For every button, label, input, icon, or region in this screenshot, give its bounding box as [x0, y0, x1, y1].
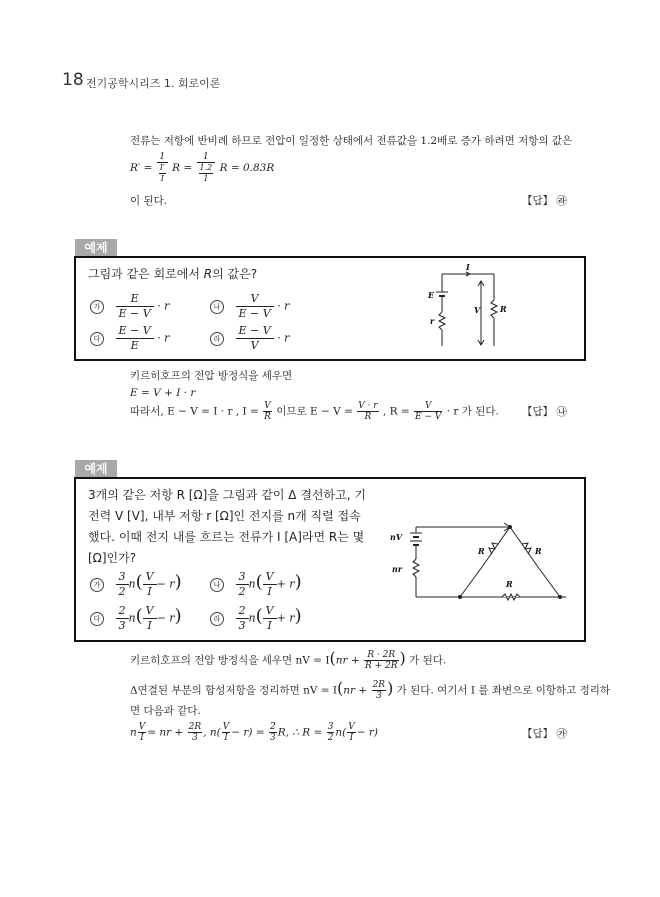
- frac-den: 2: [238, 585, 246, 598]
- fraction: [116, 292, 154, 321]
- choice-body: n: [128, 611, 136, 625]
- node: [558, 595, 562, 599]
- choice-op: − r: [156, 611, 175, 625]
- paren-open: (: [337, 678, 344, 698]
- choice-item[interactable]: [90, 324, 169, 353]
- label-R-right: R: [535, 546, 542, 556]
- choice-item[interactable]: [90, 292, 169, 321]
- sol-text: 키르히호프의 전압 방정식을 세우면 nV = I: [130, 654, 330, 667]
- delta-edge: [538, 567, 560, 597]
- paren-close: ): [399, 648, 406, 668]
- frac-num: V: [138, 722, 146, 732]
- fraction: [159, 163, 166, 184]
- choice-item[interactable]: [210, 570, 302, 599]
- choice-marker: 가: [90, 578, 104, 592]
- sol-text: n(: [335, 726, 347, 739]
- choice-body: n: [248, 577, 256, 591]
- choice-item[interactable]: [90, 604, 182, 633]
- page-number: 18: [62, 70, 84, 90]
- frac-den: 2: [327, 733, 334, 743]
- frac-den: 3: [192, 733, 198, 743]
- label-r: r: [430, 316, 435, 326]
- frac-den: [197, 163, 216, 184]
- paren-open: (: [135, 571, 143, 593]
- choice-op: + r: [276, 577, 295, 591]
- solution-line: [130, 650, 446, 671]
- frac-num: V: [264, 401, 271, 411]
- frac-num: V: [143, 570, 157, 585]
- resistor-left: [489, 543, 498, 554]
- choice-item[interactable]: [210, 292, 289, 321]
- fraction: [269, 722, 277, 743]
- fraction: [143, 604, 157, 633]
- frac-num: V: [143, 604, 157, 619]
- paren-close: ): [294, 571, 302, 593]
- choice-marker: 다: [90, 612, 104, 626]
- circuit-diagram: [420, 264, 520, 350]
- sol-text: 가 된다.: [409, 654, 447, 667]
- solution-line: 면 다음과 같다.: [130, 705, 201, 717]
- paren-open: (: [255, 571, 263, 593]
- frac-num: E − V: [236, 324, 274, 339]
- frac-num: 1: [157, 152, 168, 163]
- question-line: 3개의 같은 저항 R [Ω]을 그림과 같이 Δ 결선하고, 기: [88, 488, 366, 502]
- eq-text: R′ =: [130, 162, 153, 174]
- frac-den: I: [267, 619, 272, 632]
- label-E: E: [428, 290, 435, 300]
- frac-num: E − V: [116, 324, 154, 339]
- frac-num: V: [263, 570, 277, 585]
- sol-text: nr +: [343, 684, 368, 697]
- frac-den: E − V: [238, 307, 271, 320]
- frac-den: E: [130, 339, 139, 352]
- frac-den: R: [364, 412, 372, 422]
- frac-den: I: [147, 619, 152, 632]
- frac-num: V: [414, 401, 442, 412]
- sol-text: − r): [356, 726, 379, 739]
- example-box: [74, 256, 586, 361]
- delta-edge: [460, 567, 482, 597]
- choice-body: n: [248, 611, 256, 625]
- question-line: 전력 V [V], 내부 저항 r [Ω]인 전지를 n개 직렬 접속: [88, 509, 361, 523]
- fraction: [222, 722, 231, 743]
- fraction: [327, 722, 335, 743]
- choice-suffix: · r: [157, 299, 170, 313]
- solution-line: [130, 401, 499, 422]
- fraction: [347, 722, 356, 743]
- example-box: [74, 477, 586, 642]
- fraction: [263, 401, 272, 422]
- label-R-left: R: [478, 546, 485, 556]
- sol-text: 가 된다. 여기서 I 를 좌변으로 이항하고 정리하: [396, 684, 611, 697]
- frac-num: V: [222, 722, 230, 732]
- fraction: [357, 401, 378, 422]
- eq-text: R =: [172, 162, 193, 174]
- frac-den: I: [349, 733, 354, 743]
- solution-equation: [130, 722, 378, 743]
- fraction: [236, 570, 249, 599]
- frac-num: I′: [159, 163, 165, 172]
- example-tag: 예제: [75, 460, 117, 478]
- question-line: [Ω]인가?: [88, 551, 137, 565]
- frac-den: R + 2R: [364, 661, 398, 671]
- choice-item[interactable]: [210, 604, 302, 633]
- node: [508, 525, 512, 529]
- sol-text: , n(: [203, 726, 221, 739]
- choice-op: + r: [276, 611, 295, 625]
- choice-item[interactable]: [210, 324, 289, 353]
- choice-marker: 다: [90, 332, 104, 346]
- label-R: R: [500, 304, 507, 314]
- fraction: [197, 152, 216, 184]
- choice-marker: 라: [210, 332, 224, 346]
- frac-num: 2R: [372, 680, 386, 690]
- frac-num: 3: [236, 570, 249, 585]
- sol-text: = nr +: [147, 726, 184, 739]
- frac-den: 3: [118, 619, 126, 632]
- fraction: [236, 604, 249, 633]
- fraction: [116, 604, 129, 633]
- equation-resistance: [130, 152, 274, 184]
- paren-close: ): [174, 571, 182, 593]
- sol-text: nr +: [335, 654, 360, 667]
- frac-num: V · r: [358, 401, 378, 411]
- body-text-line: 전류는 저항에 반비례 하므로 전압이 일정한 상태에서 전류값을 1.2배로 증가 하려면 저항의 값은: [130, 135, 573, 147]
- frac-den: I: [267, 585, 272, 598]
- choice-marker: 라: [210, 612, 224, 626]
- answer-label: 【답】 ㉱: [522, 195, 567, 207]
- choice-suffix: · r: [157, 331, 170, 345]
- fraction: [116, 324, 154, 353]
- question-text: [88, 485, 366, 569]
- paren-open: (: [255, 605, 263, 627]
- question-part: 의 값은?: [212, 267, 258, 281]
- frac-num: R · 2R: [364, 650, 399, 661]
- fraction: [263, 604, 277, 633]
- sol-text: 이므로 E − V =: [276, 405, 353, 418]
- frac-num: V: [263, 604, 277, 619]
- fraction: [188, 722, 203, 743]
- frac-num: 2: [269, 722, 276, 732]
- resistor-bottom: [502, 594, 520, 600]
- delta-circuit-diagram: [386, 517, 572, 607]
- label-I: I: [466, 264, 470, 272]
- frac-den: I: [160, 174, 164, 183]
- question-line: 했다. 이때 전지 내를 흐르는 전류가 I [A]라면 R는 몇: [88, 530, 365, 544]
- sol-text: − r) =: [231, 726, 265, 739]
- label-nr: nr: [392, 564, 403, 574]
- sol-text: Δ연결된 부분의 합성저항을 정리하면 nV = I: [130, 684, 338, 697]
- eq-text: R = 0.83R: [219, 162, 275, 174]
- frac-den: I: [147, 585, 152, 598]
- question-variable: R: [203, 267, 213, 281]
- paren-open: (: [329, 648, 336, 668]
- answer-label: 【답】 ㉯: [522, 406, 567, 418]
- frac-den: E − V: [118, 307, 151, 320]
- frac-den: E − V: [415, 412, 442, 422]
- frac-den: 3: [238, 619, 246, 632]
- frac-den: 3: [269, 733, 276, 743]
- delta-edge: [482, 527, 510, 567]
- frac-num: 2: [236, 604, 249, 619]
- frac-den: 2: [118, 585, 126, 598]
- fraction: [364, 650, 399, 671]
- frac-num: V: [348, 722, 355, 732]
- fraction: [138, 722, 147, 743]
- frac-den: 3: [375, 691, 382, 701]
- frac-den: V: [250, 339, 259, 352]
- sol-text: 따라서, E − V = I · r , I =: [130, 405, 259, 418]
- choice-marker: 가: [90, 300, 104, 314]
- choice-suffix: · r: [277, 331, 290, 345]
- label-R-bottom: R: [506, 579, 513, 589]
- resistor-nr: [413, 559, 419, 577]
- fraction: [143, 570, 157, 599]
- fraction: [116, 570, 129, 599]
- fraction: [236, 292, 274, 321]
- question-text: [88, 264, 257, 285]
- resistor-right: [522, 543, 531, 554]
- label-nV: nV: [390, 532, 403, 542]
- frac-num: 1: [197, 152, 216, 163]
- choice-suffix: · r: [277, 299, 290, 313]
- choice-body: n: [128, 577, 136, 591]
- body-text-line: 이 된다.: [130, 195, 168, 207]
- sol-text: · r 가 된다.: [446, 405, 499, 418]
- fraction: [199, 163, 214, 184]
- resistor-r: [439, 312, 445, 330]
- paren-close: ): [294, 605, 302, 627]
- frac-num: 3: [116, 570, 129, 585]
- label-V: V: [474, 305, 481, 315]
- example-tag: 예제: [75, 239, 117, 257]
- choice-marker: 나: [210, 578, 224, 592]
- frac-num: 3: [327, 722, 334, 732]
- frac-num: V: [236, 292, 274, 307]
- sol-text: R, ∴ R =: [277, 726, 323, 739]
- node: [458, 595, 462, 599]
- fraction: [157, 152, 168, 184]
- frac-den: R: [264, 412, 271, 422]
- fraction: [414, 401, 442, 422]
- frac-num: 1.2: [199, 163, 213, 172]
- paren-open: (: [135, 605, 143, 627]
- solution-line: [130, 680, 610, 701]
- resistor-R: [491, 300, 497, 318]
- sol-text: n: [130, 726, 137, 739]
- paren-close: ): [174, 605, 182, 627]
- solution-line: 키르히호프의 전압 방정식을 세우면: [130, 370, 293, 382]
- frac-den: I: [140, 733, 144, 743]
- fraction: [236, 324, 274, 353]
- frac-num: 2: [116, 604, 129, 619]
- running-header-title: 전기공학시리즈 1. 회로이론: [86, 77, 221, 90]
- paren-close: ): [387, 678, 394, 698]
- delta-edge: [510, 527, 538, 567]
- frac-num: 2R: [188, 722, 202, 732]
- answer-label: 【답】 ㉮: [522, 728, 567, 740]
- fraction: [263, 570, 277, 599]
- fraction: [372, 680, 387, 701]
- frac-den: [157, 163, 168, 184]
- choice-op: − r: [156, 577, 175, 591]
- choice-marker: 나: [210, 300, 224, 314]
- frac-den: 1: [203, 174, 209, 183]
- frac-den: I: [224, 733, 228, 743]
- solution-equation: E = V + I · r: [130, 387, 196, 399]
- choice-item[interactable]: [90, 570, 182, 599]
- sol-text: , R =: [382, 405, 410, 418]
- question-part: 그림과 같은 회로에서: [88, 267, 204, 281]
- frac-num: E: [116, 292, 154, 307]
